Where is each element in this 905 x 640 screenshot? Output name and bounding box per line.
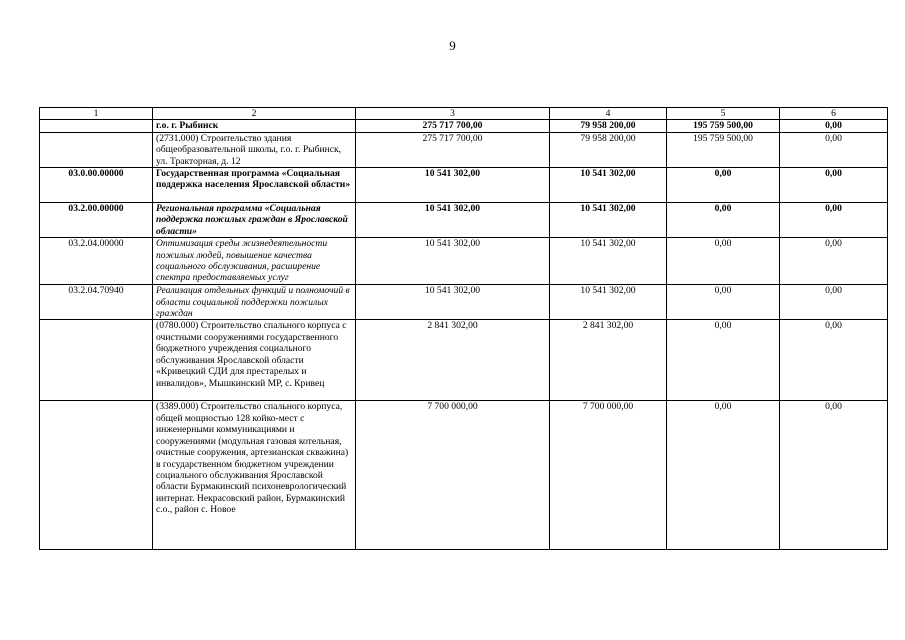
table-row-total-rybinsk [40,120,888,132]
table-row-regional-program [40,203,888,238]
row-name: Государственная программа «Социальная поддержка населения Ярославской области» [153,168,356,203]
page-number: 9 [449,38,456,53]
row-code [40,401,153,550]
table-row-activity [40,238,888,285]
row-value-4: 2 841 302,00 [550,320,667,401]
row-value-5: 0,00 [667,285,780,320]
row-value-5: 0,00 [667,203,780,238]
table-header-row [40,108,888,120]
row-value-3: 7 700 000,00 [356,401,550,550]
table-row-function [40,285,888,320]
column-header-4: 4 [550,108,667,120]
row-value-6: 0,00 [780,120,888,132]
row-value-5: 0,00 [667,168,780,203]
row-value-3: 10 541 302,00 [356,203,550,238]
column-header-5: 5 [667,108,780,120]
row-value-3: 275 717 700,00 [356,132,550,167]
row-value-4: 10 541 302,00 [550,203,667,238]
row-value-6: 0,00 [780,401,888,550]
row-value-4: 79 958 200,00 [550,120,667,132]
row-value-4: 7 700 000,00 [550,401,667,550]
column-header-2: 2 [153,108,356,120]
budget-table [39,107,888,550]
row-code [40,120,153,132]
row-value-4: 10 541 302,00 [550,285,667,320]
row-value-4: 79 958 200,00 [550,132,667,167]
row-value-6: 0,00 [780,132,888,167]
row-name: (2731.000) Строительство здания общеобразовательной школы, г.о. г. Рыбинск, ул. Тракторная, д. 12 [153,132,356,167]
row-name: Региональная программа «Социальная поддержка пожилых граждан в Ярославской области» [153,203,356,238]
row-name: (3389.000) Строительство спального корпуса, общей мощностью 128 койко-мест с инженерными коммуникациями и сооружениями (модульная газовая котельная, очистные сооружения, артезианская скважина) в государственном бюджетном учреждении социального обслуживания Ярославской области Бурмакинский психоневрологический интернат. Некрасовский район, Бурмакинский с.о., район с. Новое [153,401,356,550]
column-header-1: 1 [40,108,153,120]
row-value-3: 10 541 302,00 [356,168,550,203]
row-value-6: 0,00 [780,320,888,401]
column-header-3: 3 [356,108,550,120]
row-name: (0780.000) Строительство спального корпуса с очистными сооружениями государственного бюджетного учреждения социального обслуживания Ярославской области «Кривецкий СДИ для престарелых и инвалидов», Мышкинский МР, с. Кривец [153,320,356,401]
row-value-5: 0,00 [667,238,780,285]
row-value-3: 10 541 302,00 [356,238,550,285]
row-name: Реализация отдельных функций и полномочий в области социальной поддержки пожилых граждан [153,285,356,320]
row-value-5: 195 759 500,00 [667,120,780,132]
row-value-5: 0,00 [667,401,780,550]
row-value-6: 0,00 [780,203,888,238]
row-value-6: 0,00 [780,285,888,320]
row-value-3: 275 717 700,00 [356,120,550,132]
row-code: 03.2.04.00000 [40,238,153,285]
table-row [40,132,888,167]
row-value-3: 2 841 302,00 [356,320,550,401]
row-value-5: 0,00 [667,320,780,401]
row-code [40,132,153,167]
table-row-state-program [40,168,888,203]
row-code: 03.2.00.00000 [40,203,153,238]
row-value-6: 0,00 [780,238,888,285]
row-code [40,320,153,401]
row-name: Оптимизация среды жизнедеятельности пожилых людей, повышение качества социального обслуживания, расширение спектра предоставляемых услуг [153,238,356,285]
row-value-3: 10 541 302,00 [356,285,550,320]
table-row [40,320,888,401]
table-row [40,401,888,550]
column-header-6: 6 [780,108,888,120]
row-value-5: 195 759 500,00 [667,132,780,167]
row-value-6: 0,00 [780,168,888,203]
row-name: г.о. г. Рыбинск [153,120,356,132]
row-value-4: 10 541 302,00 [550,238,667,285]
row-code: 03.2.04.70940 [40,285,153,320]
row-code: 03.0.00.00000 [40,168,153,203]
row-value-4: 10 541 302,00 [550,168,667,203]
